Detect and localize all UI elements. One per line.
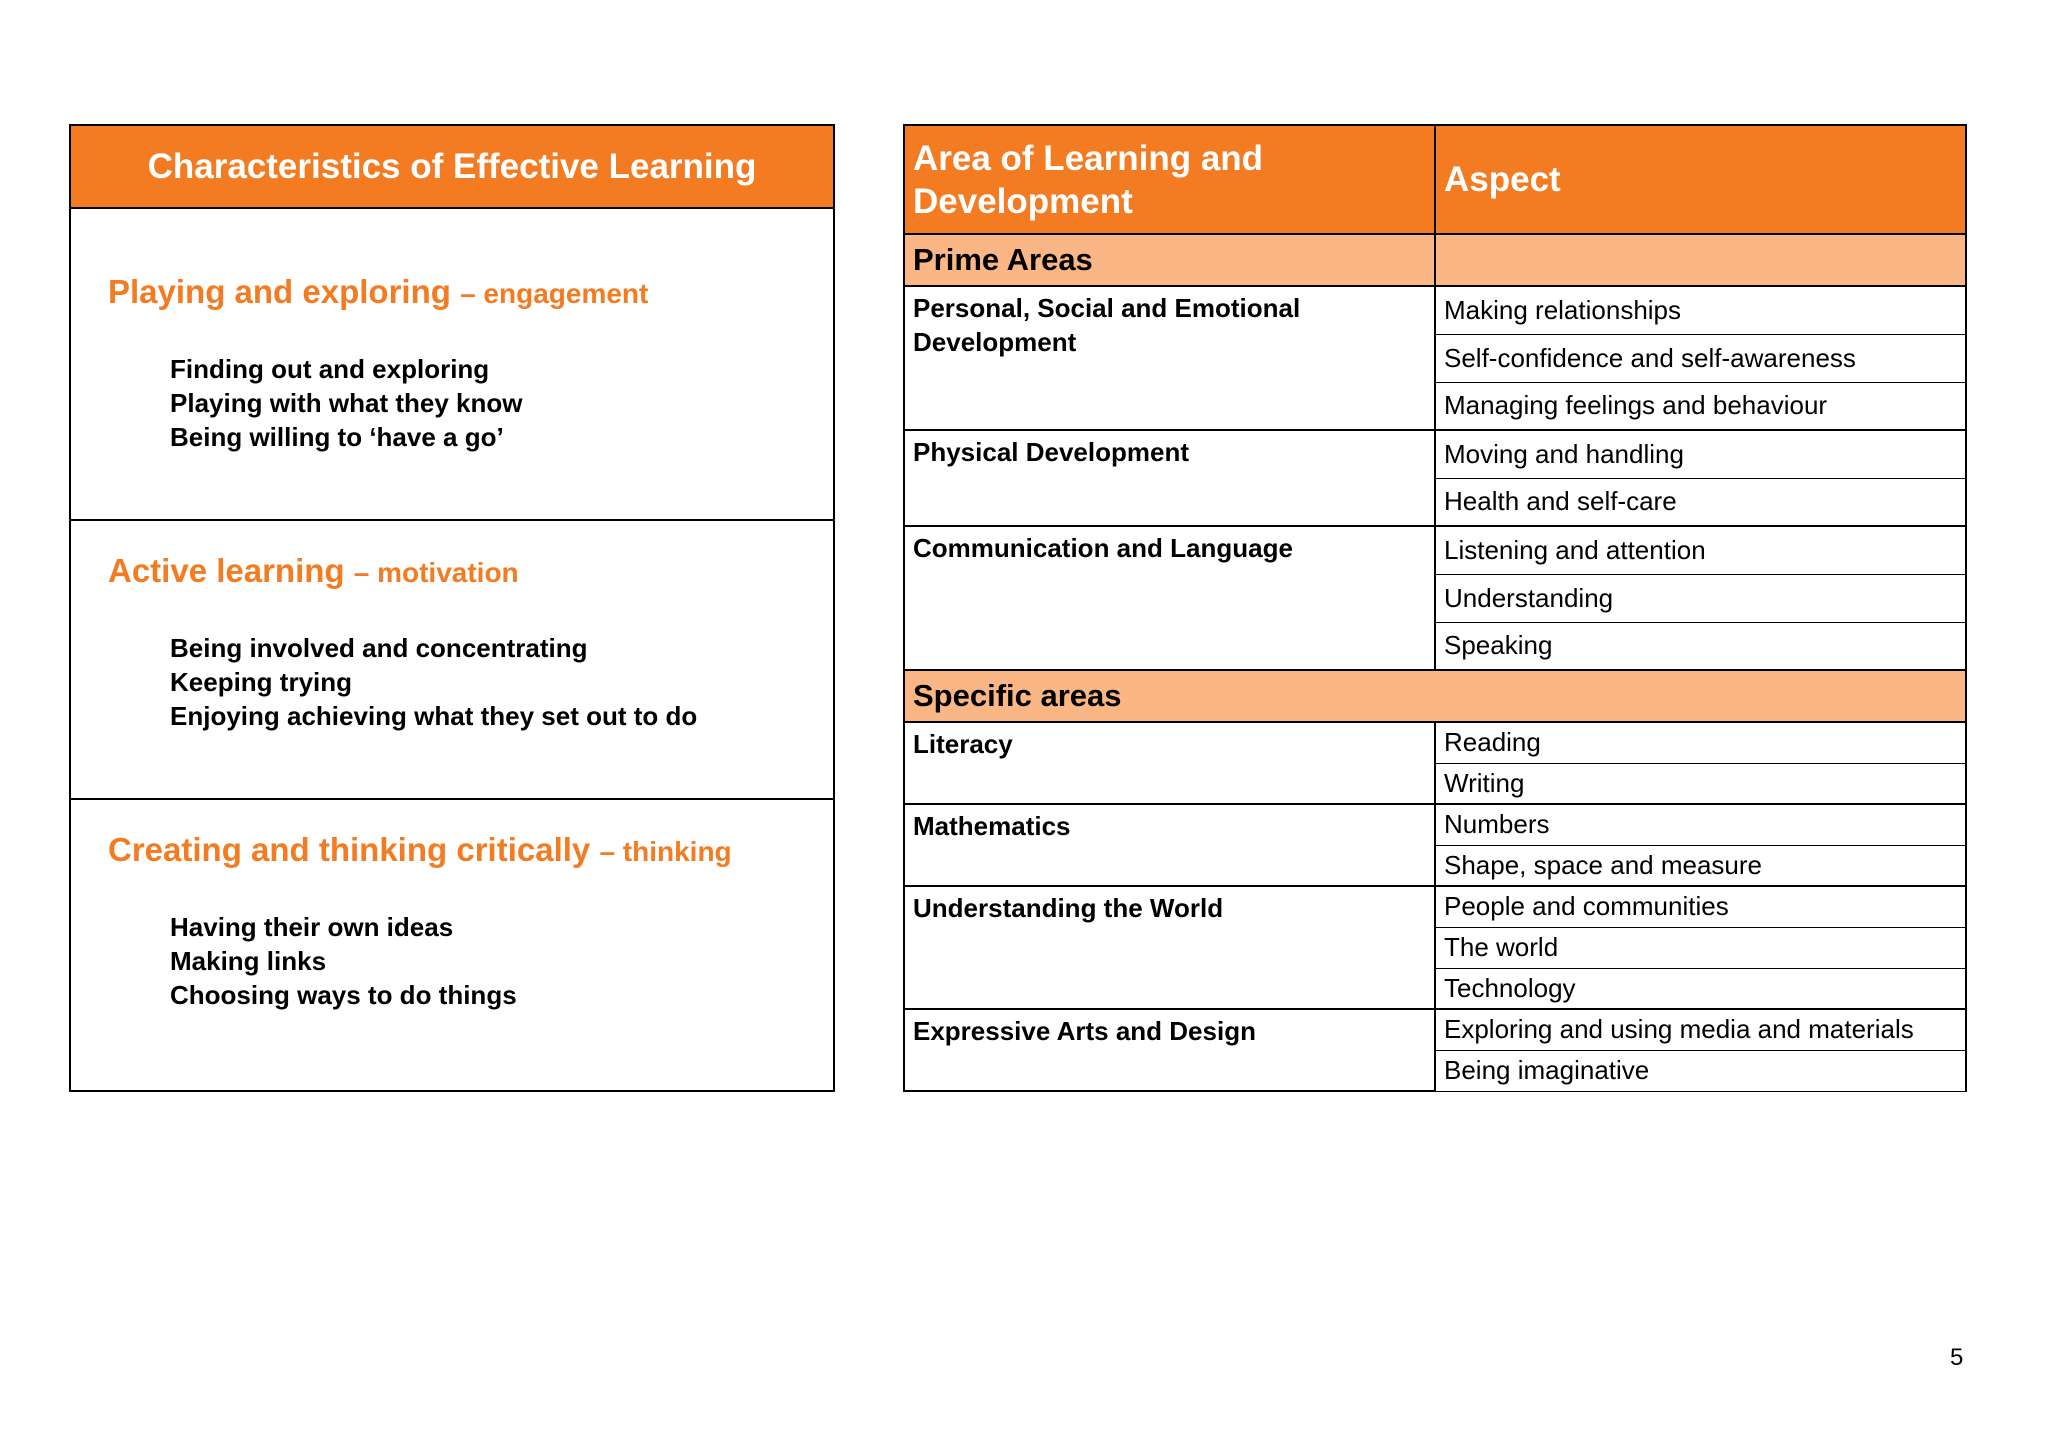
section-heading [108,273,648,311]
table-row [904,1009,1966,1050]
table-row [904,722,1966,763]
column-header-area: Area of Learning and Development [904,125,1435,234]
section-heading-sub: – thinking [599,836,732,867]
list-item: Having their own ideas [170,912,454,942]
list-item: Making links [170,946,327,976]
aspect-cell: Speaking [1435,622,1966,670]
aspect-cell: Making relationships [1435,286,1966,334]
aspect-cell: Being imaginative [1435,1050,1966,1091]
column-header-aspect: Aspect [1435,125,1966,234]
section-heading [108,552,519,590]
effective-learning-panel [69,124,835,1092]
table-row [904,526,1966,574]
table-row [904,430,1966,478]
area-name: Communication and Language [904,526,1435,670]
area-name: Physical Development [904,430,1435,526]
specific-areas-row [904,670,1966,722]
list-item: Finding out and exploring [170,354,490,384]
aspect-cell: Exploring and using media and materials [1435,1009,1966,1050]
page-number: 5 [1950,1344,1964,1371]
aspect-cell: Reading [1435,722,1966,763]
section-playing-exploring [71,209,833,521]
section-heading-sub: – engagement [460,278,649,309]
effective-learning-title: Characteristics of Effective Learning [71,126,833,209]
section-heading-sub: – motivation [353,557,519,588]
list-item: Enjoying achieving what they set out to do [170,701,698,731]
aspect-cell: Self-confidence and self-awareness [1435,334,1966,382]
prime-areas-empty-cell [1435,234,1966,286]
area-name: Understanding the World [904,886,1435,1009]
prime-areas-label: Prime Areas [904,234,1435,286]
table-row [904,804,1966,845]
learning-areas-table [903,124,1967,1092]
section-heading [108,831,732,869]
list-item: Keeping trying [170,667,353,697]
area-name: Mathematics [904,804,1435,886]
aspect-cell: Writing [1435,763,1966,804]
area-name: Personal, Social and Emotional Development [904,286,1435,430]
section-heading-main: Active learning [108,552,345,589]
aspect-cell: Health and self-care [1435,478,1966,526]
section-item-list [170,352,523,454]
section-heading-main: Creating and thinking critically [108,831,591,868]
aspect-cell: People and communities [1435,886,1966,927]
aspect-cell: Understanding [1435,574,1966,622]
list-item: Being involved and concentrating [170,633,588,663]
aspect-cell: Numbers [1435,804,1966,845]
list-item: Choosing ways to do things [170,980,517,1010]
aspect-cell: The world [1435,927,1966,968]
prime-areas-row [904,234,1966,286]
aspect-cell: Listening and attention [1435,526,1966,574]
specific-areas-label: Specific areas [904,670,1966,722]
table-row [904,886,1966,927]
table-row [904,286,1966,334]
area-name: Expressive Arts and Design [904,1009,1435,1091]
section-active-learning [71,521,833,800]
aspect-cell: Technology [1435,968,1966,1009]
aspect-cell: Managing feelings and behaviour [1435,382,1966,430]
area-name: Literacy [904,722,1435,804]
table-header-row [904,125,1966,234]
section-heading-main: Playing and exploring [108,273,451,310]
section-creating-thinking [71,800,833,1090]
list-item: Being willing to ‘have a go’ [170,422,504,452]
section-item-list [170,631,697,733]
section-item-list [170,910,517,1012]
list-item: Playing with what they know [170,388,523,418]
aspect-cell: Shape, space and measure [1435,845,1966,886]
aspect-cell: Moving and handling [1435,430,1966,478]
